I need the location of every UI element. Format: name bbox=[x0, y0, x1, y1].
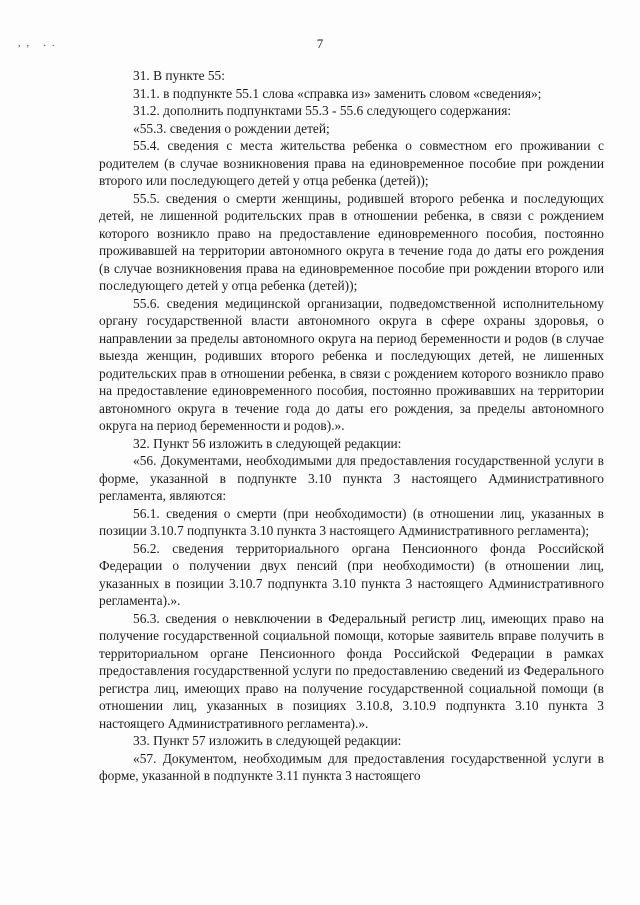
paragraph-56-2: 56.2. сведения территориального органа Пенсионного фонда Российской Федерации о получении двух пенсий (при необходимости) (в отношении лиц, указанных в позиции 3.10.7 подпункта 3.10 пункта 3 настоящего Административного регламента).». bbox=[99, 540, 604, 608]
paragraph-55-4: 55.4. сведения с места жительства ребенка о совместном его проживании с родителем (в случае возникновения права на единовременное пособие при рождении второго или последующего детей у отца ребенка (детей)); bbox=[99, 138, 604, 188]
paragraph-56-1: 56.1. сведения о смерти (при необходимости) (в отношении лиц, указанных в позиции 3.10.7 подпункта 3.10 пункта 3 настоящего Административного регламента); bbox=[99, 505, 604, 538]
document-body bbox=[99, 67, 604, 785]
paragraph-32: 32. Пункт 56 изложить в следующей редакции: bbox=[133, 435, 402, 451]
paragraph-56: «56. Документами, необходимыми для предоставления государственной услуги в форме, указанной в подпункте 3.10 пункта 3 настоящего Административного регламента, являются: bbox=[99, 453, 604, 503]
paragraph-55-5: 55.5. сведения о смерти женщины, родившей второго ребенка и последующих детей, не лишенной родительских прав в отношении ребенка, в связи с рождением которого возникло право на предоставление единовременного пособия, постоянно проживавшей на территории автономного округа в течение года до даты его рождения (в случае возникновения права на единовременное пособие при рождении второго или последующего детей у отца ребенка (детей)); bbox=[99, 190, 604, 293]
paragraph-57: «57. Документом, необходимым для предоставления государственной услуги в форме, указанной в подпункте 3.11 пункта 3 настоящего bbox=[99, 750, 604, 783]
paragraph-31: 31. В пункте 55: bbox=[133, 68, 225, 83]
page-number: 7 bbox=[316, 36, 324, 51]
paragraph-55-3: «55.3. сведения о рождении детей; bbox=[133, 120, 330, 136]
paragraph-55-6: 55.6. сведения медицинской организации, подведомственной исполнительному органу государственной власти автономного округа в сфере охраны здоровья, о направлении за пределы автономного округа на период беременности и родов (в случае выезда женщин, родивших второго ребенка и последующих детей, не лишенных родительских прав в отношении ребенка, в связи с рождением которого возникло право на предоставление единовременного пособия, постоянно проживавших на территории автономного округа в течение года до даты его рождения, за пределы автономного округа на период беременности и родов).». bbox=[99, 295, 604, 433]
paragraph-56-3: 56.3. сведения о невключении в Федеральный регистр лиц, имеющих право на получение государственной социальной помощи, которые заявитель вправе получить в территориальном органе Пенсионного фонда Российской Федерации в рамках предоставления государственной услуги по предоставлению сведений из Федерального регистра лиц, имеющих право на получение государственной социальной помощи (в отношении лиц, указанных в позициях 3.10.8, 3.10.9 подпункта 3.10 пункта 3 настоящего Административного регламента).». bbox=[99, 610, 604, 731]
paragraph-33: 33. Пункт 57 изложить в следующей редакции: bbox=[133, 733, 402, 748]
paragraph-31-2: 31.2. дополнить подпунктами 55.3 - 55.6 следующего содержания: bbox=[133, 103, 512, 118]
paragraph-31-1: 31.1. в подпункте 55.1 слова «справка из» заменить словом «сведения»; bbox=[133, 85, 542, 101]
corner-marks: ,, .. bbox=[18, 38, 61, 49]
